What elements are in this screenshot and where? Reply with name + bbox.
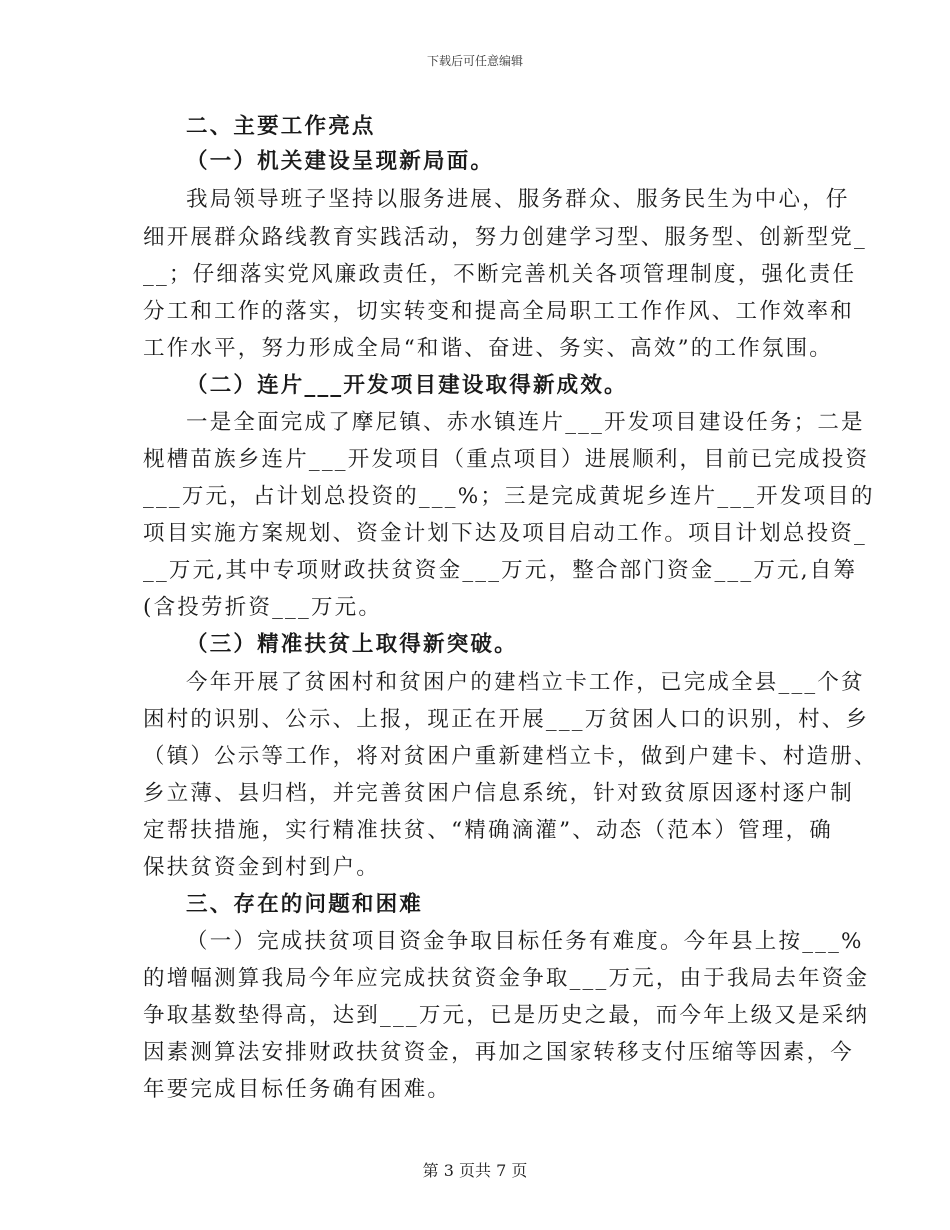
subheading-1: （一）机关建设呈现新局面。 bbox=[186, 149, 495, 174]
paragraph-line: (含投劳折资___万元。 bbox=[143, 595, 383, 620]
subheading-3: （三）精准扶贫上取得新突破。 bbox=[186, 632, 518, 657]
paragraph-line: 保扶贫资金到村到户。 bbox=[143, 855, 381, 880]
paragraph-line: （一）完成扶贫项目资金争取目标任务有难度。今年县上按___% bbox=[186, 929, 864, 954]
paragraph-line: 分工和工作的落实，切实转变和提高全局职工工作作风、工作效率和 bbox=[143, 299, 855, 324]
paragraph-line: ___万元，占计划总投资的___%；三是完成黄坭乡连片___开发项目的 bbox=[143, 484, 875, 509]
paragraph-line: 枧槽苗族乡连片___开发项目（重点项目）进展顺利，目前已完成投资 bbox=[143, 447, 870, 472]
paragraph-line: 困村的识别、公示、上报，现正在开展___万贫困人口的识别，村、乡 bbox=[143, 707, 870, 732]
paragraph-line: 定帮扶措施，实行精准扶贫、“精确滴灌”、动态（范本）管理，确 bbox=[143, 818, 833, 843]
page-footer: 第 3 页共 7 页 bbox=[422, 1161, 528, 1180]
paragraph-line: 的增幅测算我局今年应完成扶贫资金争取___万元，由于我局去年资金 bbox=[143, 966, 870, 991]
paragraph-line: 因素测算法安排财政扶贫资金，再加之国家转移支付压缩等因素，今 bbox=[143, 1040, 855, 1065]
page-header: 下载后可任意编辑 bbox=[426, 54, 523, 68]
paragraph-line: 年要完成目标任务确有困难。 bbox=[143, 1077, 452, 1102]
paragraph-line: __；仔细落实党风廉政责任，不断完善机关各项管理制度，强化责任 bbox=[143, 262, 857, 287]
paragraph-line: 我局领导班子坚持以服务进展、服务群众、服务民生为中心，仔 bbox=[186, 187, 850, 212]
paragraph-line: 乡立薄、县归档，并完善贫困户信息系统，针对致贫原因逐村逐户制 bbox=[143, 781, 855, 806]
paragraph-line: 工作水平，努力形成全局“和谐、奋进、务实、高效”的工作氛围。 bbox=[143, 336, 833, 361]
paragraph-line: __万元,其中专项财政扶贫资金___万元，整合部门资金___万元,自筹 bbox=[143, 558, 858, 583]
section-heading-2: 二、主要工作亮点 bbox=[186, 114, 376, 139]
paragraph-line: 一是全面完成了摩尼镇、赤水镇连片___开发项目建设任务；二是 bbox=[186, 410, 865, 435]
paragraph-line: 今年开展了贫困村和贫困户的建档立卡工作，已完成全县___个贫 bbox=[186, 670, 865, 695]
paragraph-line: 项目实施方案规划、资金计划下达及项目启动工作。项目计划总投资_ bbox=[143, 521, 867, 546]
paragraph-line: 争取基数垫得高，达到___万元，已是历史之最，而今年上级又是采纳 bbox=[143, 1003, 870, 1028]
section-heading-3: 三、存在的问题和困难 bbox=[186, 892, 424, 917]
paragraph-line: 细开展群众路线教育实践活动，努力创建学习型、服务型、创新型党_ bbox=[143, 225, 867, 250]
subheading-2: （二）连片___开发项目建设取得新成效。 bbox=[186, 373, 628, 398]
paragraph-line: （镇）公示等工作，将对贫困户重新建档立卡，做到户建卡、村造册、 bbox=[143, 744, 878, 769]
